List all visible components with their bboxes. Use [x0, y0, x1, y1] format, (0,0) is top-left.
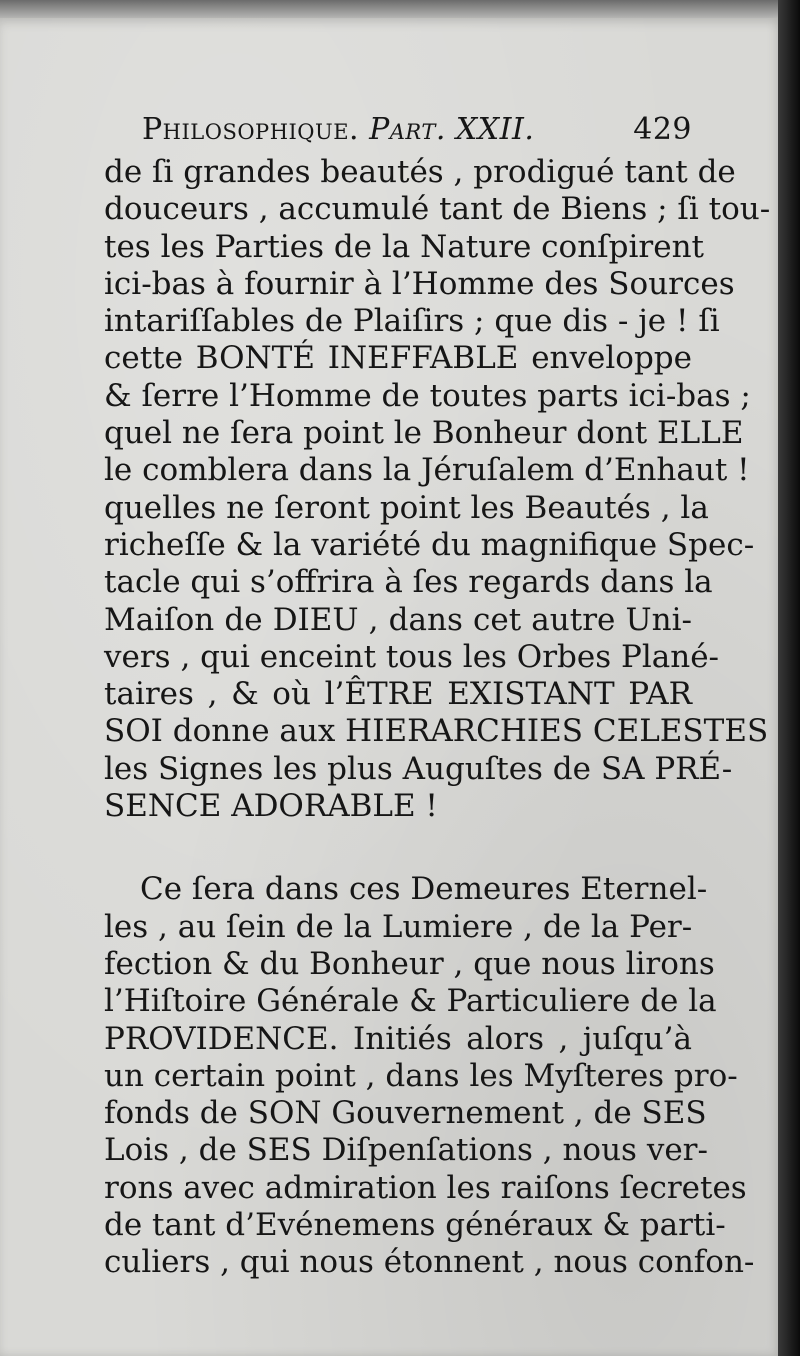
text-line: les , au ſein de la Lumiere , de la Per- — [104, 908, 693, 945]
text-line: Ce ſera dans ces Demeures Eternel- — [140, 871, 708, 908]
paragraph-2 — [104, 871, 755, 1281]
text-line: tacle qui s’offrira à ſes regards dans la — [104, 564, 713, 601]
text-line: Maiſon de DIEU , dans cet autre Uni- — [104, 601, 692, 638]
running-header — [142, 108, 692, 154]
text-line: cette BONTÉ INEFFABLE enveloppe — [104, 340, 692, 377]
text-line: intariſſables de Plaiſirs ; que dis - je ! ſi — [104, 303, 720, 340]
text-line: quelles ne ſeront point les Beautés , la — [104, 489, 709, 526]
running-title: Philosophique. — [142, 112, 360, 147]
text-line: de tant d’Evénemens généraux & parti- — [104, 1207, 726, 1244]
page-text-block — [104, 108, 771, 1282]
text-line: tes les Parties de la Nature conſpirent — [104, 228, 704, 265]
text-line: & ſerre l’Homme de toutes parts ici-bas ; — [104, 377, 751, 414]
text-line: douceurs , accumulé tant de Biens ; ſi tou- — [104, 191, 771, 228]
scan-top-edge — [0, 0, 800, 20]
text-line: le comblera dans la Jéruſalem d’Enhaut ! — [104, 452, 750, 489]
text-line: culiers , qui nous étonnent , nous confon- — [104, 1244, 755, 1281]
text-line: quel ne ſera point le Bonheur dont ELLE — [104, 415, 744, 452]
text-line: PROVIDENCE. Initiés alors , juſqu’à — [104, 1020, 692, 1057]
text-line: fonds de SON Gouvernement , de SES — [104, 1095, 707, 1132]
text-line: un certain point , dans les Myſteres pro- — [104, 1057, 738, 1094]
part-label: Part. — [369, 112, 446, 147]
text-line: rons avec admiration les raiſons ſecretes — [104, 1169, 747, 1206]
page-number: 429 — [633, 112, 692, 147]
text-line: fection & du Bonheur , que nous lirons — [104, 945, 715, 982]
paragraph-1 — [104, 154, 771, 825]
text-line: taires , & où l’ÊTRE EXISTANT PAR — [104, 676, 692, 713]
text-line: SENCE ADORABLE ! — [104, 788, 438, 825]
text-line: richeſſe & la variété du magnifique Spec- — [104, 526, 755, 563]
text-line: ici-bas à fournir à l’Homme des Sources — [104, 265, 735, 302]
text-line: SOI donne aux HIERARCHIES CELESTES — [104, 713, 769, 750]
running-header-title-group — [142, 108, 534, 152]
text-line: l’Hiſtoire Générale & Particuliere de la — [104, 983, 717, 1020]
text-line: les Signes les plus Auguſtes de SA PRÉ- — [104, 750, 733, 787]
part-number: XXII. — [455, 112, 535, 147]
text-line: de ſi grandes beautés , prodigué tant de — [104, 154, 736, 190]
paragraph-gap — [104, 825, 692, 871]
text-line: Lois , de SES Diſpenſations , nous ver- — [104, 1132, 708, 1169]
scan-right-edge — [778, 0, 800, 1356]
text-line: vers , qui enceint tous les Orbes Plané- — [104, 638, 720, 675]
